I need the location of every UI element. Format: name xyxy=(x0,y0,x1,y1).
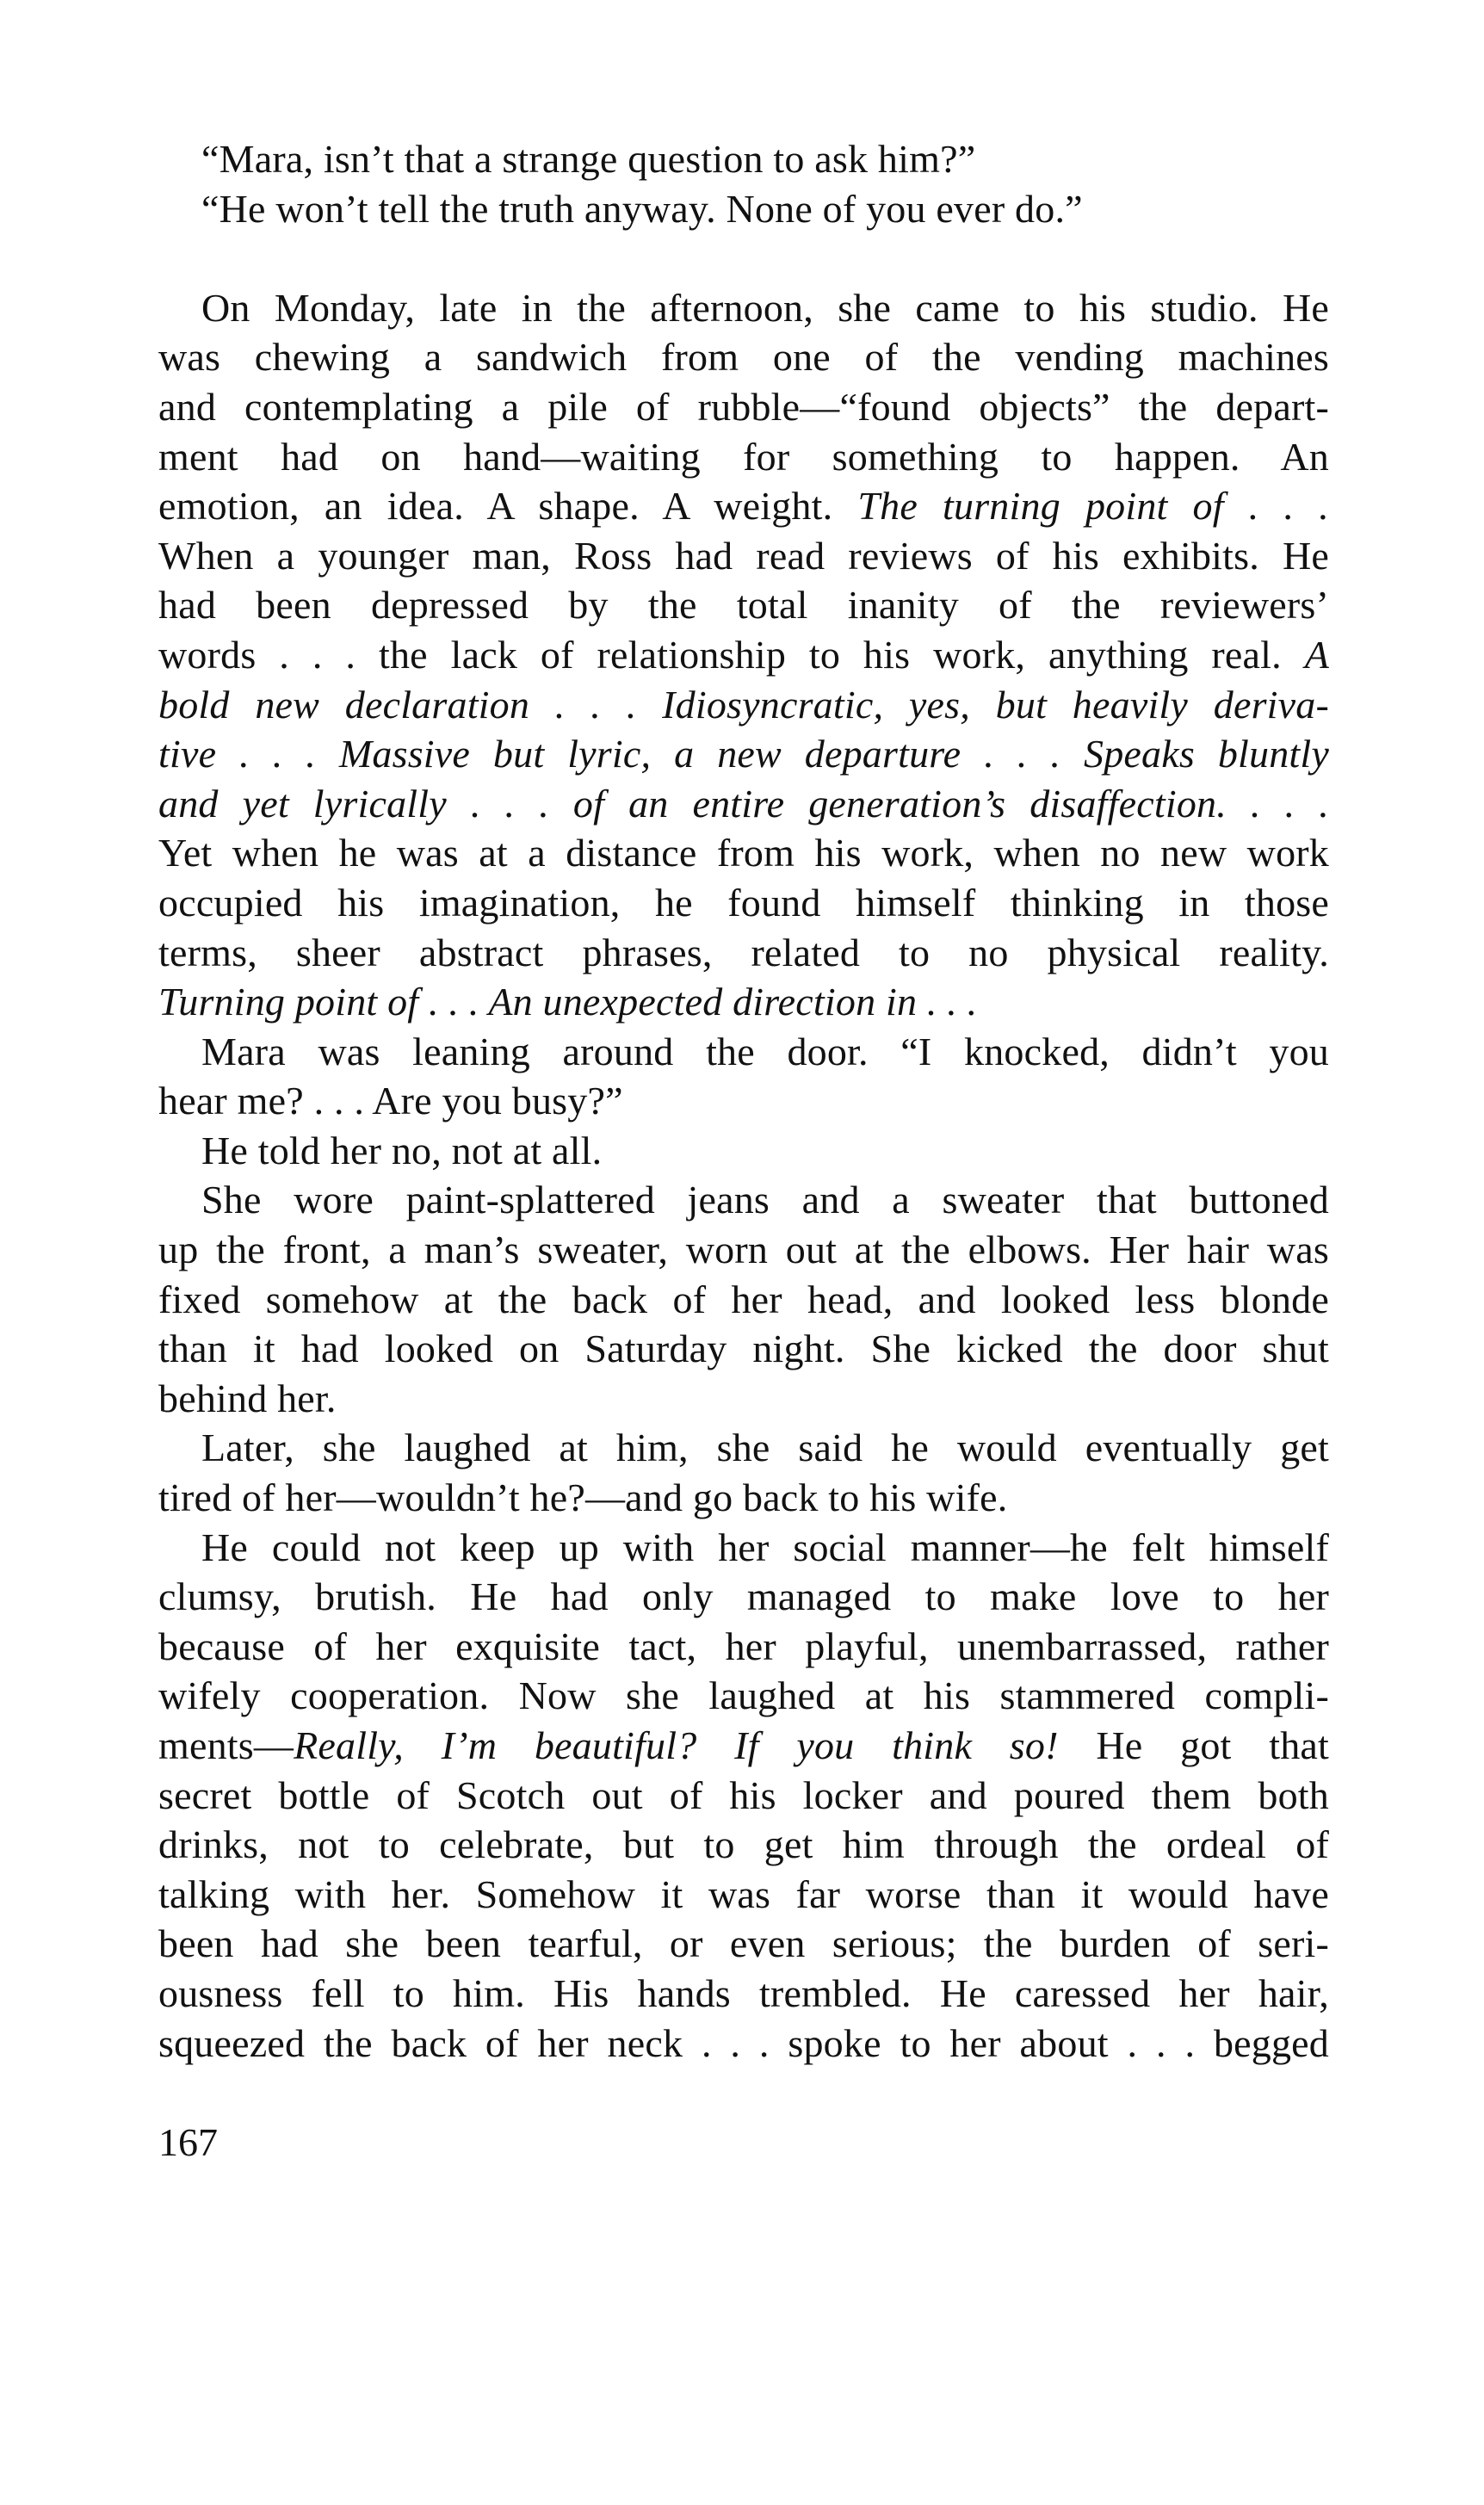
text-segment: squeezed the back of her neck . . . spoke to her about . . . begged xyxy=(158,2020,1329,2065)
text-line xyxy=(158,779,1329,829)
text-line xyxy=(158,1721,1329,1771)
text-segment: drinks, not to celebrate, but to get him through the ordeal of xyxy=(158,1822,1329,1867)
text-line xyxy=(158,977,1329,1027)
text-line xyxy=(158,1423,1329,1473)
text-line xyxy=(158,1523,1329,1573)
text-line xyxy=(158,1275,1329,1325)
italic-text: The turning point of . . . xyxy=(857,484,1329,529)
text-segment: Mara was leaning around the door. “I knocked, didn’t you xyxy=(201,1029,1329,1073)
text-line xyxy=(158,332,1329,382)
text-segment: He could not keep up with her social manner—he felt himself xyxy=(201,1525,1329,1569)
text-line xyxy=(158,134,1329,184)
text-segment: ousness fell to him. His hands trembled. He caressed her hair, xyxy=(158,1970,1329,2015)
text-segment: He told her no, not at all. xyxy=(201,1128,603,1172)
text-line xyxy=(158,283,1329,333)
text-line xyxy=(158,680,1329,730)
text-line xyxy=(158,481,1329,531)
text-segment: emotion, an idea. A shape. A weight. xyxy=(158,484,858,529)
text-line xyxy=(158,630,1329,680)
text-line xyxy=(158,1771,1329,1821)
italic-text: tive . . . Massive but lyric, a new departure . . . Speaks bluntly xyxy=(158,732,1329,776)
text-segment: secret bottle of Scotch out of his locker and poured them both xyxy=(158,1772,1329,1817)
text-line xyxy=(158,928,1329,978)
text-line xyxy=(158,828,1329,878)
italic-text: A xyxy=(1304,632,1329,677)
text-line xyxy=(158,382,1329,432)
text-segment: ment had on hand—waiting for something to happen. An xyxy=(158,434,1329,479)
text-segment: hear me? . . . Are you busy?” xyxy=(158,1079,623,1123)
text-line xyxy=(158,1076,1329,1126)
text-line xyxy=(158,1027,1329,1077)
text-segment: wifely cooperation. Now she laughed at his stammered compli- xyxy=(158,1673,1329,1718)
text-segment: He got that xyxy=(1058,1723,1329,1767)
text-segment: Yet when he was at a distance from his work, when no new work xyxy=(158,831,1329,875)
body-text xyxy=(158,134,1329,2068)
text-line xyxy=(158,1572,1329,1622)
text-line xyxy=(158,1919,1329,1969)
text-line xyxy=(158,1324,1329,1374)
text-line xyxy=(158,1126,1329,1176)
text-line xyxy=(158,1671,1329,1721)
text-segment: behind her. xyxy=(158,1376,337,1420)
text-line xyxy=(158,1870,1329,1920)
text-segment: “He won’t tell the truth anyway. None of you ever do.” xyxy=(201,186,1083,231)
text-line xyxy=(158,2019,1329,2069)
text-segment: “Mara, isn’t that a strange question to ask him?” xyxy=(201,137,976,181)
text-line xyxy=(158,1225,1329,1275)
text-segment: than it had looked on Saturday night. She kicked the door shut xyxy=(158,1327,1329,1371)
text-line xyxy=(158,878,1329,928)
page-number: 167 xyxy=(158,2120,218,2164)
italic-text: Really, I’m beautiful? If you think so! xyxy=(294,1723,1059,1767)
text-line xyxy=(158,1820,1329,1870)
text-segment: She wore paint-splattered jeans and a sweater that buttoned xyxy=(201,1178,1329,1222)
text-line xyxy=(158,531,1329,581)
text-line xyxy=(158,432,1329,482)
text-line xyxy=(158,1374,1329,1424)
text-segment: was chewing a sandwich from one of the vending machines xyxy=(158,335,1329,380)
text-segment: tired of her—wouldn’t he?—and go back to his wife. xyxy=(158,1475,1008,1520)
text-line xyxy=(158,1622,1329,1672)
text-segment: talking with her. Somehow it was far worse than it would have xyxy=(158,1871,1329,1916)
text-segment: fixed somehow at the back of her head, and looked less blonde xyxy=(158,1277,1329,1321)
italic-text: Turning point of . . . An unexpected direction in . . . xyxy=(158,980,978,1024)
text-line xyxy=(158,1969,1329,2019)
text-segment: Later, she laughed at him, she said he would eventually get xyxy=(201,1426,1329,1470)
text-segment: terms, sheer abstract phrases, related to no physical reality. xyxy=(158,930,1329,974)
text-segment: been had she been tearful, or even serious; the burden of seri- xyxy=(158,1921,1329,1966)
italic-text: bold new declaration . . . Idiosyncratic, yes, but heavily deriva- xyxy=(158,682,1329,727)
paragraph-gap xyxy=(158,233,1329,283)
text-line xyxy=(158,184,1329,234)
text-segment: clumsy, brutish. He had only managed to make love to her xyxy=(158,1574,1329,1619)
text-segment: up the front, a man’s sweater, worn out at the elbows. Her hair was xyxy=(158,1228,1329,1272)
text-segment: On Monday, late in the afternoon, she came to his studio. He xyxy=(201,285,1329,330)
text-segment: because of her exquisite tact, her playful, unembarrassed, rather xyxy=(158,1624,1329,1668)
text-line xyxy=(158,1175,1329,1225)
text-line xyxy=(158,1473,1329,1523)
text-segment: ments— xyxy=(158,1723,294,1767)
text-segment: words . . . the lack of relationship to his work, anything real. xyxy=(158,632,1305,677)
text-segment: When a younger man, Ross had read reviews of his exhibits. He xyxy=(158,533,1329,578)
text-line xyxy=(158,580,1329,630)
italic-text: and yet lyrically . . . of an entire generation’s disaffection. . . . xyxy=(158,781,1329,826)
text-segment: had been depressed by the total inanity of the reviewers’ xyxy=(158,583,1329,628)
text-segment: and contemplating a pile of rubble—“found objects” the depart- xyxy=(158,384,1329,429)
text-segment: occupied his imagination, he found himself thinking in those xyxy=(158,880,1329,925)
text-line xyxy=(158,729,1329,779)
